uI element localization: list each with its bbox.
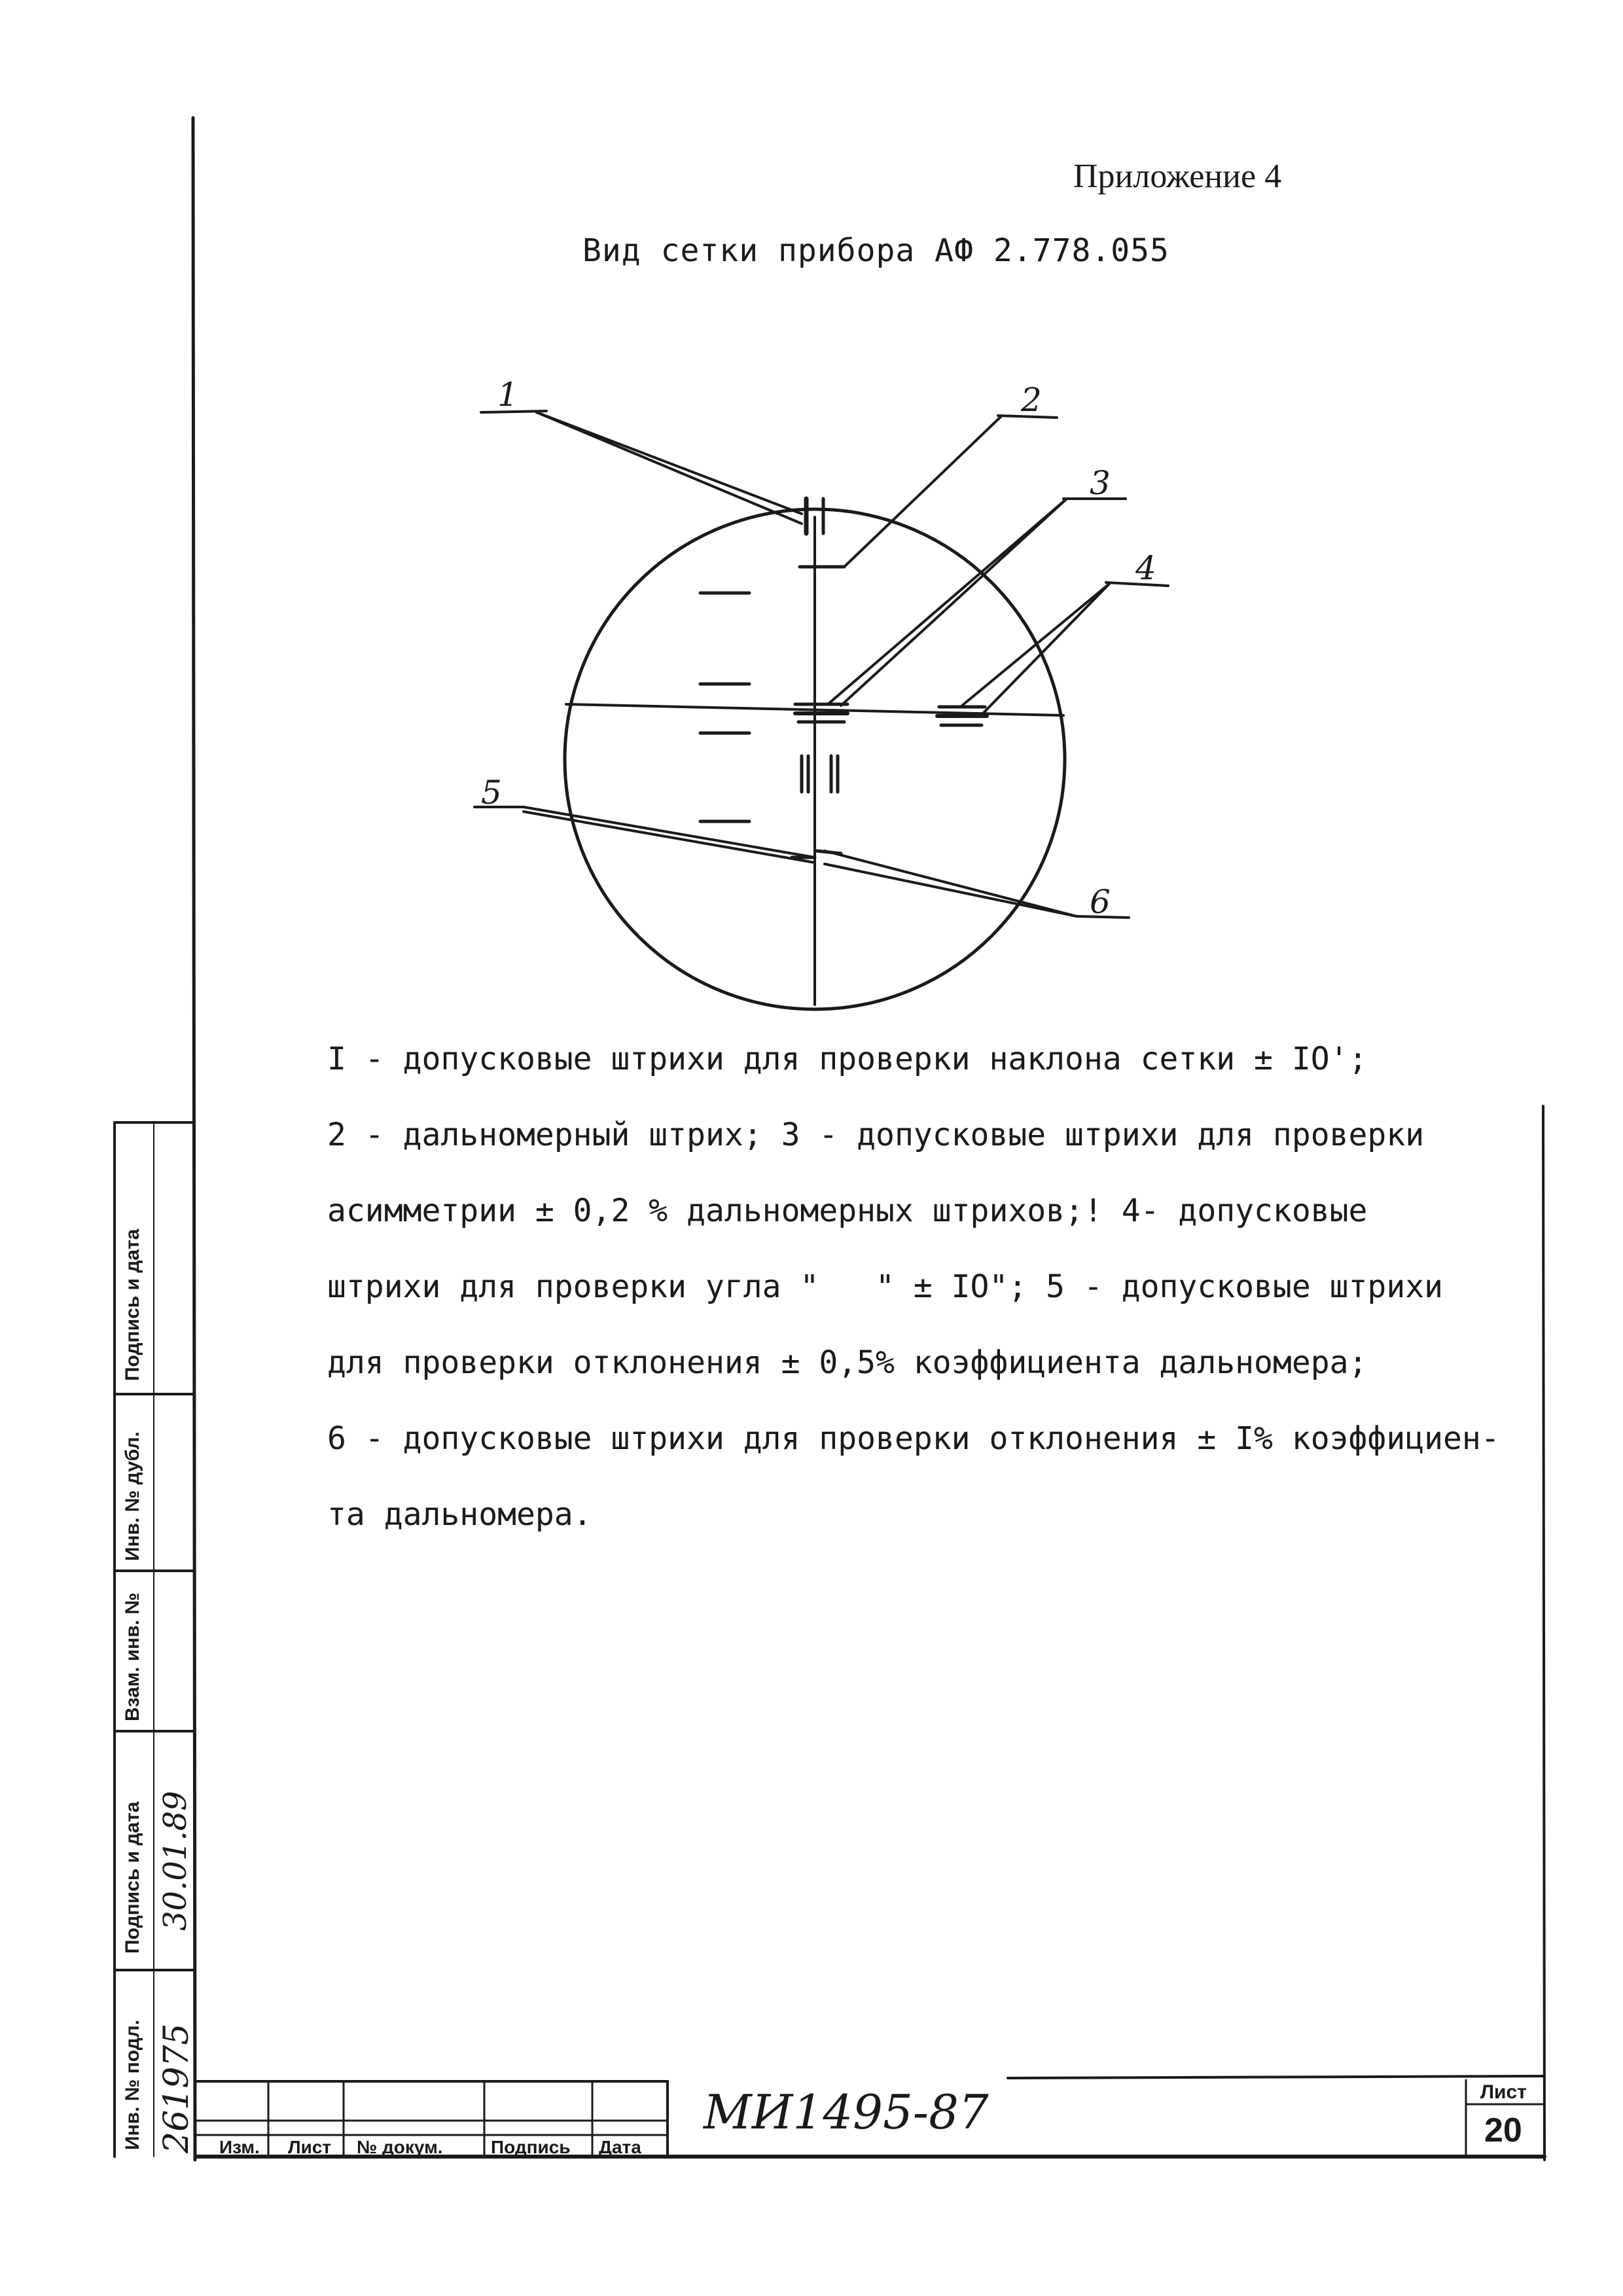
stamp-replace-inv: Взам. инв. № bbox=[122, 1592, 143, 1721]
col-izm: Изм. bbox=[219, 2137, 260, 2157]
col-date: Дата bbox=[599, 2137, 641, 2157]
document-designation: МИ1495-87 bbox=[704, 2085, 989, 2140]
stamp-sign-date-1: Подпись и дата bbox=[122, 1801, 143, 1954]
legend-line: штрихи для проверки угла " " ± IO"; 5 - допусковые штрихи bbox=[327, 1268, 1444, 1305]
legend bbox=[327, 1021, 1538, 1552]
appendix-label: Приложение 4 bbox=[1073, 158, 1282, 195]
callout-4: 4 bbox=[1135, 549, 1156, 587]
legend-line: I - допусковые штрихи для проверки наклона сетки ± IO'; bbox=[327, 1041, 1368, 1077]
legend-line: 2 - дальномерный штрих; 3 - допусковые штрихи для проверки bbox=[327, 1117, 1425, 1153]
sign-date-handwritten: 30.01.89 bbox=[157, 1791, 194, 1931]
callout-1: 1 bbox=[497, 376, 518, 414]
stamp-sign-date-2: Подпись и дата bbox=[122, 1229, 143, 1381]
col-list: Лист bbox=[288, 2137, 332, 2157]
inv-number-handwritten: 261975 bbox=[157, 2023, 196, 2153]
callout-3: 3 bbox=[1090, 464, 1111, 502]
col-signature: Подпись bbox=[491, 2137, 571, 2157]
legend-line: асимметрии ± 0,2 % дальномерных штрихов;! 4- допусковые bbox=[327, 1193, 1368, 1229]
callout-2: 2 bbox=[1021, 381, 1042, 419]
page-title: Вид сетки прибора АФ 2.778.055 bbox=[582, 232, 1169, 269]
col-doc-number: № докум. bbox=[357, 2137, 443, 2157]
sheet-number: 20 bbox=[1484, 2111, 1522, 2149]
sheet-label: Лист bbox=[1480, 2081, 1527, 2103]
callout-6: 6 bbox=[1090, 883, 1111, 921]
stamp-inv-dup: Инв. № дубл. bbox=[122, 1431, 143, 1561]
stamp-inv-original: Инв. № подл. bbox=[122, 2019, 143, 2150]
legend-line: для проверки отклонения ± 0,5% коэффициента дальномера; bbox=[327, 1344, 1368, 1381]
callout-5: 5 bbox=[481, 774, 502, 812]
right-frame-line bbox=[1543, 1106, 1544, 2160]
legend-line: та дальномера. bbox=[327, 1496, 592, 1533]
legend-line: 6 - допусковые штрихи для проверки отклонения ± I% коэффициен- bbox=[327, 1420, 1500, 1457]
